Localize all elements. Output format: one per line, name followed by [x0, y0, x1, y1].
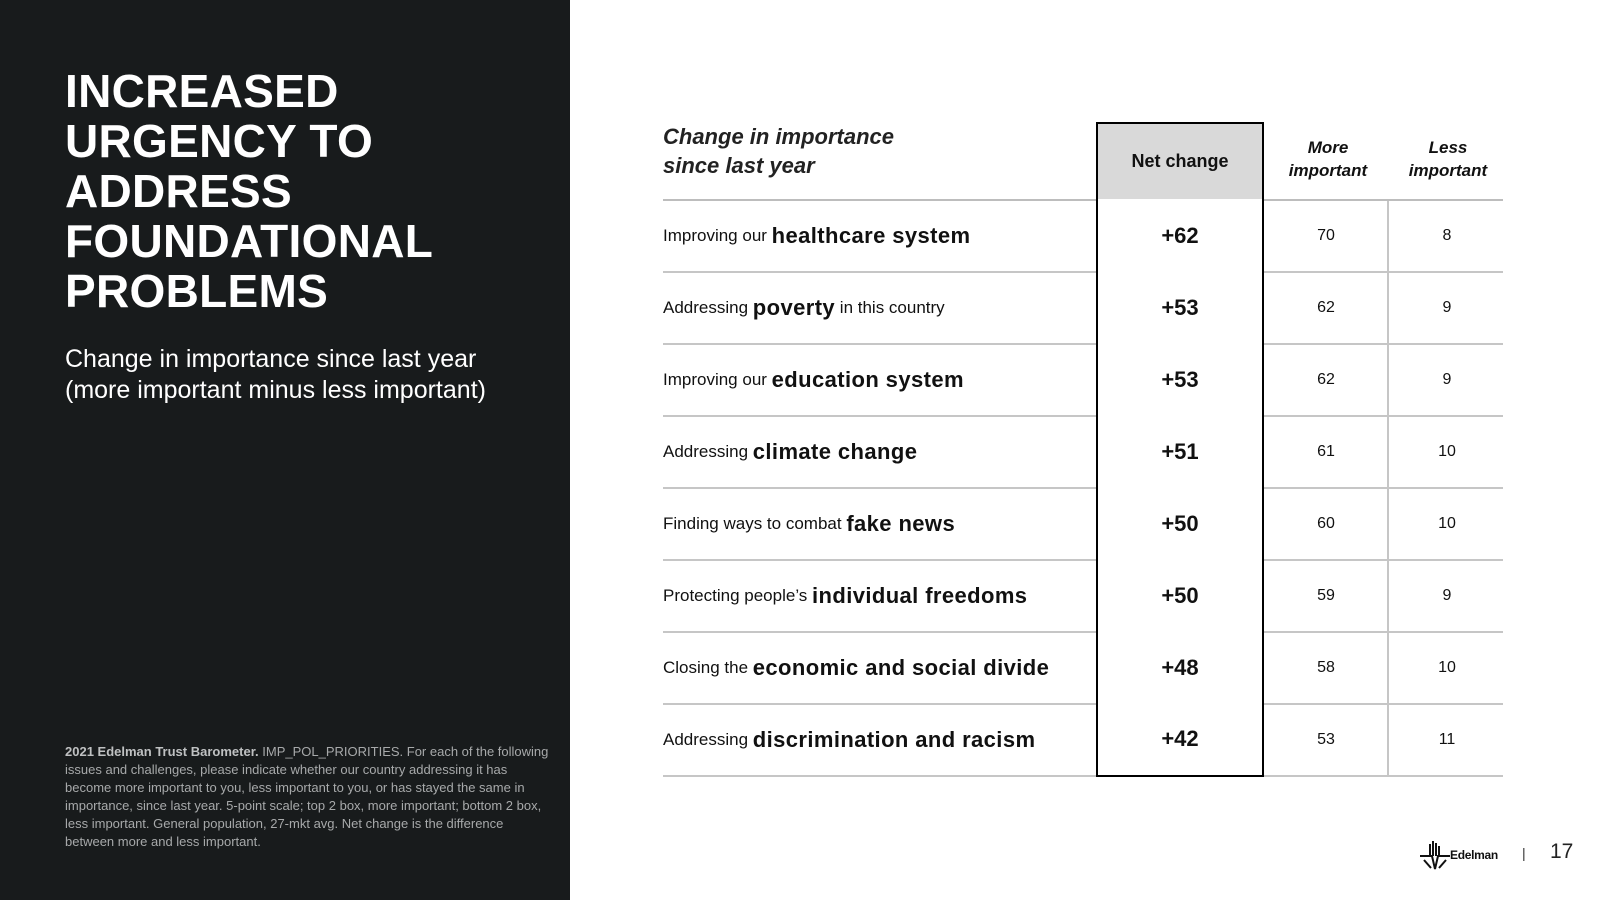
edelman-logo-icon: [1418, 838, 1452, 872]
table-title-line: since last year: [663, 153, 815, 178]
more-important-value: 58: [1317, 659, 1335, 676]
less-important-value: 9: [1387, 273, 1505, 343]
more-important-value: 60: [1317, 515, 1335, 532]
row-label: [663, 201, 1093, 271]
row-label-bold: fake news: [846, 511, 956, 536]
net-change-value: +42: [1096, 703, 1264, 777]
less-important-value: 9: [1387, 561, 1505, 631]
table-row: [663, 201, 1503, 273]
row-label-bold: discrimination and racism: [752, 727, 1036, 752]
less-important-header: [1389, 136, 1507, 182]
row-label-prefix: Addressing: [663, 730, 753, 749]
row-label-bold: economic and social divide: [752, 655, 1050, 680]
left-panel: [0, 0, 570, 900]
row-label: [663, 705, 1093, 775]
row-label: [663, 273, 1093, 343]
less-important-value: 10: [1387, 633, 1505, 703]
table-row: [663, 273, 1503, 345]
net-change-value: +48: [1096, 631, 1264, 705]
table-row: [663, 417, 1503, 489]
page-subtitle: [65, 344, 545, 406]
subtitle-line: Change in importance since last year: [65, 345, 477, 373]
more-important-value: 59: [1317, 587, 1335, 604]
row-label: [663, 561, 1093, 631]
row-label-bold: education system: [771, 367, 964, 392]
more-important-header: [1269, 136, 1387, 182]
row-label: [663, 489, 1093, 559]
footnote-source: 2021 Edelman Trust Barometer.: [65, 744, 259, 759]
net-change-header: Net change: [1096, 122, 1264, 199]
net-change-value: +62: [1096, 199, 1264, 273]
importance-table: [663, 122, 1503, 777]
table-row: [663, 345, 1503, 417]
less-important-value: 9: [1387, 345, 1505, 415]
less-important-header-line: Less: [1428, 138, 1468, 157]
more-important-header-line: More: [1307, 138, 1349, 157]
net-change-value: +50: [1096, 487, 1264, 561]
row-label-bold: poverty: [752, 295, 836, 320]
more-important-value: 62: [1317, 371, 1335, 388]
more-important-value: 62: [1317, 299, 1335, 316]
row-label: [663, 417, 1093, 487]
less-important-header-line: important: [1408, 161, 1488, 180]
title-line: ADDRESS: [65, 165, 293, 217]
more-important-value: 70: [1317, 227, 1335, 244]
table-header: [663, 122, 1503, 201]
edelman-logo: [1418, 838, 1500, 872]
title-line: FOUNDATIONAL: [65, 215, 434, 267]
table-rows: [663, 201, 1503, 777]
row-label-prefix: Finding ways to combat: [663, 514, 847, 533]
table-row: [663, 633, 1503, 705]
table-row: [663, 705, 1503, 777]
footnote-text: IMP_POL_PRIORITIES. For each of the following issues and challenges, please indicate whether our country addressing it has become more important to you, less important to you, or has stayed the same in importance, since last year. 5-point scale; top 2 box, more important; bottom 2 box, less important. General population, 27-mkt avg. Net change is the difference between more and less important.: [65, 744, 549, 849]
row-label-prefix: Addressing: [663, 442, 753, 461]
row-label-prefix: Closing the: [663, 658, 753, 677]
row-label-bold: climate change: [752, 439, 918, 464]
footnote: [65, 743, 550, 851]
row-label-prefix: Improving our: [663, 370, 772, 389]
row-label: [663, 633, 1093, 703]
more-important-header-line: important: [1288, 161, 1368, 180]
row-label-suffix: in this country: [835, 298, 945, 317]
title-line: PROBLEMS: [65, 265, 329, 317]
subtitle-line: (more important minus less important): [65, 376, 486, 404]
less-important-value: 8: [1387, 201, 1505, 271]
more-important-value: 61: [1317, 443, 1335, 460]
net-change-value: +51: [1096, 415, 1264, 489]
row-label-prefix: Addressing: [663, 298, 753, 317]
title-line: URGENCY TO: [65, 115, 374, 167]
footer-separator: |: [1522, 845, 1526, 861]
table-title: [663, 122, 1083, 180]
title-line: INCREASED: [65, 65, 339, 117]
more-important-value: 53: [1317, 731, 1335, 748]
page-number: 17: [1550, 840, 1574, 863]
row-label-prefix: Improving our: [663, 226, 772, 245]
row-label-prefix: Protecting people’s: [663, 586, 813, 605]
page-title: [65, 66, 535, 316]
table-title-line: Change in importance: [663, 124, 895, 149]
table-row: [663, 561, 1503, 633]
net-change-value: +53: [1096, 271, 1264, 345]
less-important-value: 11: [1387, 705, 1505, 775]
less-important-value: 10: [1387, 417, 1505, 487]
less-important-value: 10: [1387, 489, 1505, 559]
row-label-bold: individual freedoms: [812, 583, 1028, 608]
row-label: [663, 345, 1093, 415]
net-change-value: +50: [1096, 559, 1264, 633]
table-row: [663, 489, 1503, 561]
net-change-value: +53: [1096, 343, 1264, 417]
row-label-bold: healthcare system: [771, 223, 971, 248]
edelman-logo-text: Edelman: [1450, 848, 1498, 862]
